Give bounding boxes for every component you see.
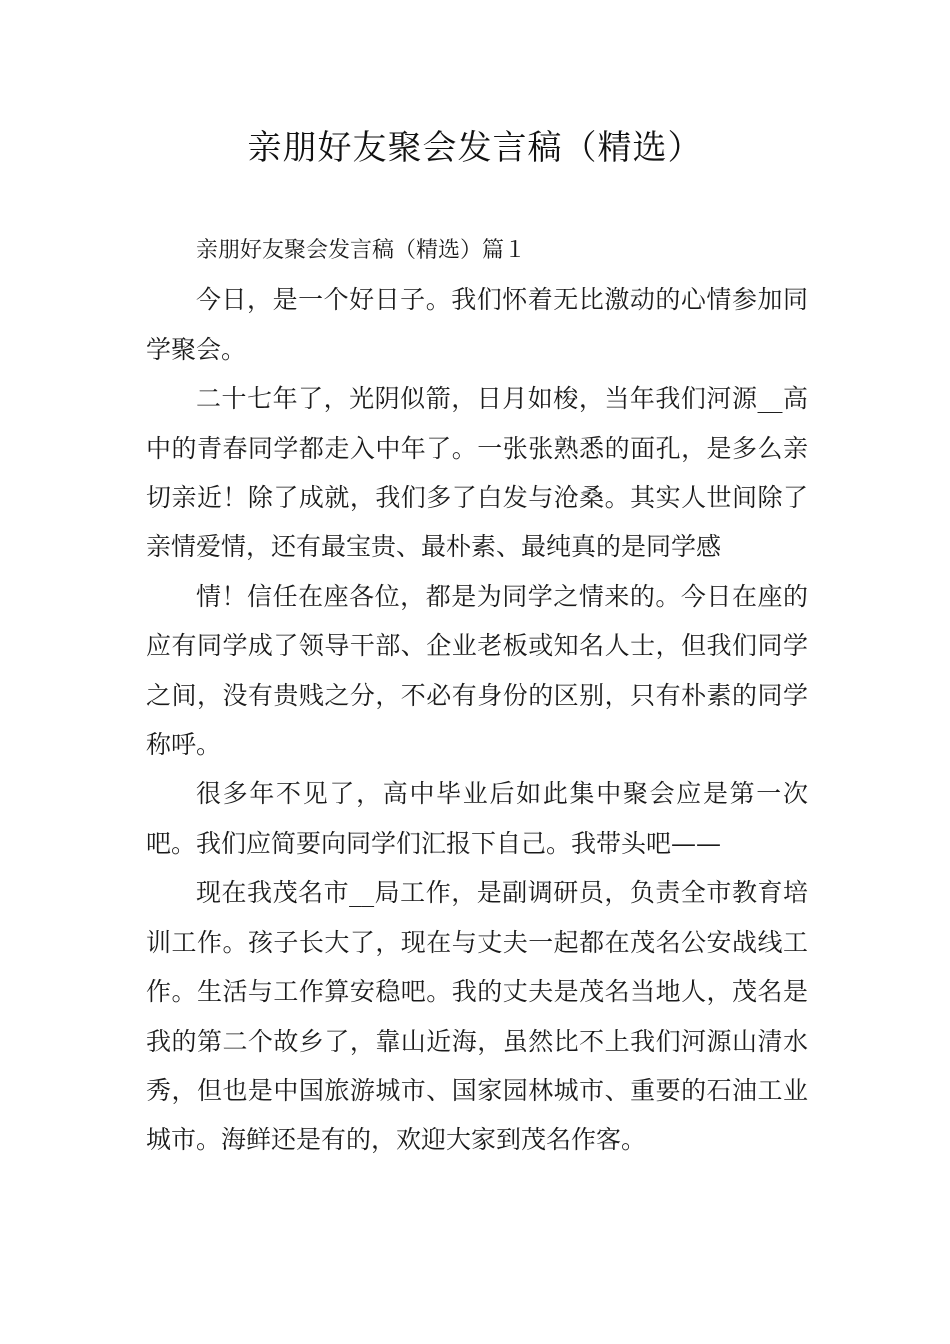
paragraph: 现在我茂名市__局工作，是副调研员，负责全市教育培训工作。孩子长大了，现在与丈夫一起都在茂名公安战线工作。生活与工作算安稳吧。我的丈夫是茂名当地人，茂名是我的第二个故乡了，靠山近海，虽然比不上我们河源山清水秀，但也是中国旅游城市、国家园林城市、重要的石油工业城市。海鲜还是有的，欢迎大家到茂名作客。 xyxy=(146,878,808,1155)
section-heading: 亲朋好友聚会发言稿（精选）篇１ xyxy=(196,238,527,263)
document-body xyxy=(146,226,808,1165)
paragraph: 今日，是一个好日子。我们怀着无比激动的心情参加同学聚会。 xyxy=(146,285,808,364)
paragraph: 情！信任在座各位，都是为同学之情来的。今日在座的应有同学成了领导干部、企业老板或知名人士，但我们同学之间，没有贵贱之分，不必有身份的区别，只有朴素的同学称呼。 xyxy=(146,581,808,760)
paragraph: 很多年不见了，高中毕业后如此集中聚会应是第一次吧。我们应简要向同学们汇报下自己。我带头吧—— xyxy=(146,779,808,858)
document-title: 亲朋好友聚会发言稿（精选） xyxy=(247,128,703,168)
paragraph: 二十七年了，光阴似箭，日月如梭，当年我们河源__高中的青春同学都走入中年了。一张张熟悉的面孔，是多么亲切亲近！除了成就，我们多了白发与沧桑。其实人世间除了亲情爱情，还有最宝贵、最朴素、最纯真的是同学感 xyxy=(146,384,808,562)
